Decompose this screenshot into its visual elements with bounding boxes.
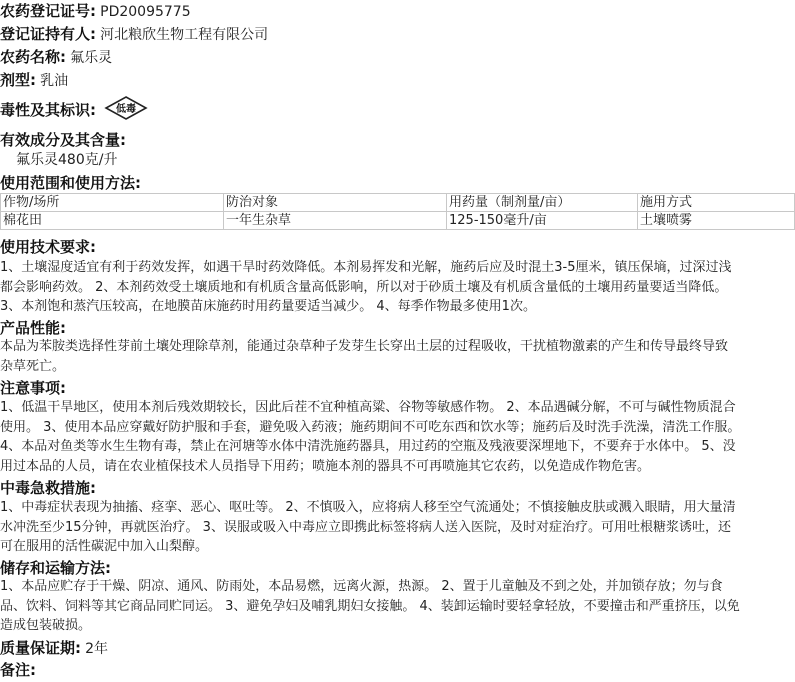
- shelf-life-row: [0, 638, 108, 660]
- registration-number-row: [0, 1, 191, 23]
- ingredients-header: [0, 130, 126, 152]
- pesticide-name-label: 农药名称:: [0, 48, 66, 66]
- tech-paragraph: [0, 258, 792, 317]
- ingredients-value: 氟乐灵480克/升: [16, 152, 118, 168]
- table-row: [1, 212, 795, 230]
- usage-header-dosage: 用药量（制剂量/亩）: [447, 194, 638, 212]
- usage-section-title: 使用范围和使用方法:: [0, 174, 141, 192]
- formulation-row: [0, 70, 68, 92]
- precautions-line: 用过本品的人员，请在农业植保技术人员指导下用药；喷施本剂的器具不可再喷施其它农药，以免造成作物危害。: [0, 458, 651, 474]
- tech-line: 3、本剂饱和蒸汽压较高，在地膜苗床施药时用药量要适当减少。 4、每季作物最多使用1次。: [0, 299, 536, 314]
- holder-value: 河北粮欣生物工程有限公司: [100, 27, 269, 43]
- usage-cell-method: 土壤喷雾: [638, 212, 795, 230]
- low-toxicity-diamond-icon: [104, 95, 148, 128]
- performance-line: 杂草死亡。: [0, 358, 66, 374]
- storage-line: 1、本品应贮存于干燥、阴凉、通风、防雨处，本品易燃，远离火源，热源。 2、置于儿童触及不到之处，并加锁存放；勿与食: [0, 579, 723, 594]
- precautions-line: 使用。 3、使用本品应穿戴好防护服和手套，避免吸入药液；施药期间不可吃东西和饮水等；施药后及时洗手洗澡，清洗工作服。: [0, 419, 741, 435]
- precautions-paragraph: [0, 398, 792, 476]
- performance-paragraph: [0, 337, 792, 376]
- usage-table-header-row: [1, 194, 795, 212]
- toxicity-label: 毒性及其标识:: [0, 101, 96, 119]
- tech-line: 1、土壤湿度适宜有利于药效发挥，如遇干旱时药效降低。本剂易挥发和光解，施药后应及时混土3-5厘米，镇压保墒，过深过浅: [0, 260, 732, 275]
- holder-row: [0, 24, 268, 46]
- usage-header-target: 防治对象: [224, 194, 447, 212]
- pesticide-name-row: [0, 47, 112, 69]
- first-aid-paragraph: [0, 498, 792, 557]
- remarks-row: [0, 660, 36, 682]
- shelf-life-value: 2年: [85, 641, 109, 657]
- first-aid-line: 水冲洗至少15分钟，再就医治疗。 3、误服或吸入中毒应立即携此标签将病人送入医院，及时对症治疗。可用吐根糖浆诱吐，还: [0, 519, 731, 535]
- shelf-life-label: 质量保证期:: [0, 639, 81, 657]
- first-aid-section-title: 中毒急救措施:: [0, 479, 96, 497]
- toxicity-row: [0, 95, 148, 128]
- storage-line: 品、饮料、饲料等其它商品同贮同运。 3、避免孕妇及哺乳期妇女接触。 4、装卸运输时要轻拿轻放，不要撞击和严重挤压，以免: [0, 598, 740, 614]
- usage-cell-crop: 棉花田: [1, 212, 224, 230]
- tech-section-title: 使用技术要求:: [0, 238, 96, 256]
- holder-label: 登记证持有人:: [0, 25, 96, 43]
- pesticide-name-value: 氟乐灵: [70, 50, 113, 66]
- performance-section-title: 产品性能:: [0, 319, 66, 337]
- usage-header-crop: 作物/场所: [1, 194, 224, 212]
- formulation-value: 乳油: [40, 73, 69, 89]
- usage-cell-target: 一年生杂草: [224, 212, 447, 230]
- storage-line: 造成包装破损。: [0, 618, 92, 633]
- precautions-line: 1、低温干旱地区，使用本剂后残效期较长，因此后茬不宜种植高粱、谷物等敏感作物。 2、本品遇碱分解，不可与碱性物质混合: [0, 400, 736, 415]
- ingredients-label: 有效成分及其含量:: [0, 131, 126, 149]
- first-aid-line: 1、中毒症状表现为抽搐、痉挛、恶心、呕吐等。 2、不慎吸入，应将病人移至空气流通处；不慎接触皮肤或溅入眼睛，用大量清: [0, 500, 736, 515]
- usage-cell-dosage: 125-150毫升/亩: [447, 212, 638, 230]
- storage-paragraph: [0, 577, 792, 636]
- precautions-section-title: 注意事项:: [0, 379, 66, 397]
- tech-line: 都会影响药效。 2、本剂药效受土壤质地和有机质含量高低影响，所以对于砂质土壤及有机质含量低的土壤用药量要适当降低。: [0, 279, 728, 295]
- ingredients-row: [16, 150, 117, 171]
- registration-number-value: PD20095775: [100, 4, 191, 20]
- usage-header-method: 施用方式: [638, 194, 795, 212]
- toxicity-badge-text: 低毒: [116, 104, 137, 115]
- registration-number-label: 农药登记证号:: [0, 2, 96, 20]
- precautions-line: 4、本品对鱼类等水生生物有毒，禁止在河塘等水体中清洗施药器具，用过药的空瓶及残液要深埋地下，不要弃于水体中。 5、没: [0, 439, 736, 454]
- storage-section-title: 储存和运输方法:: [0, 559, 111, 577]
- formulation-label: 剂型:: [0, 71, 36, 89]
- first-aid-line: 可在服用的活性碳泥中加入山梨醇。: [0, 539, 209, 554]
- remarks-label: 备注:: [0, 661, 36, 679]
- usage-table: [0, 193, 795, 230]
- performance-line: 本品为苯胺类选择性芽前土壤处理除草剂，能通过杂草种子发芽生长穿出土层的过程吸收，干扰植物激素的产生和传导最终导致: [0, 339, 729, 354]
